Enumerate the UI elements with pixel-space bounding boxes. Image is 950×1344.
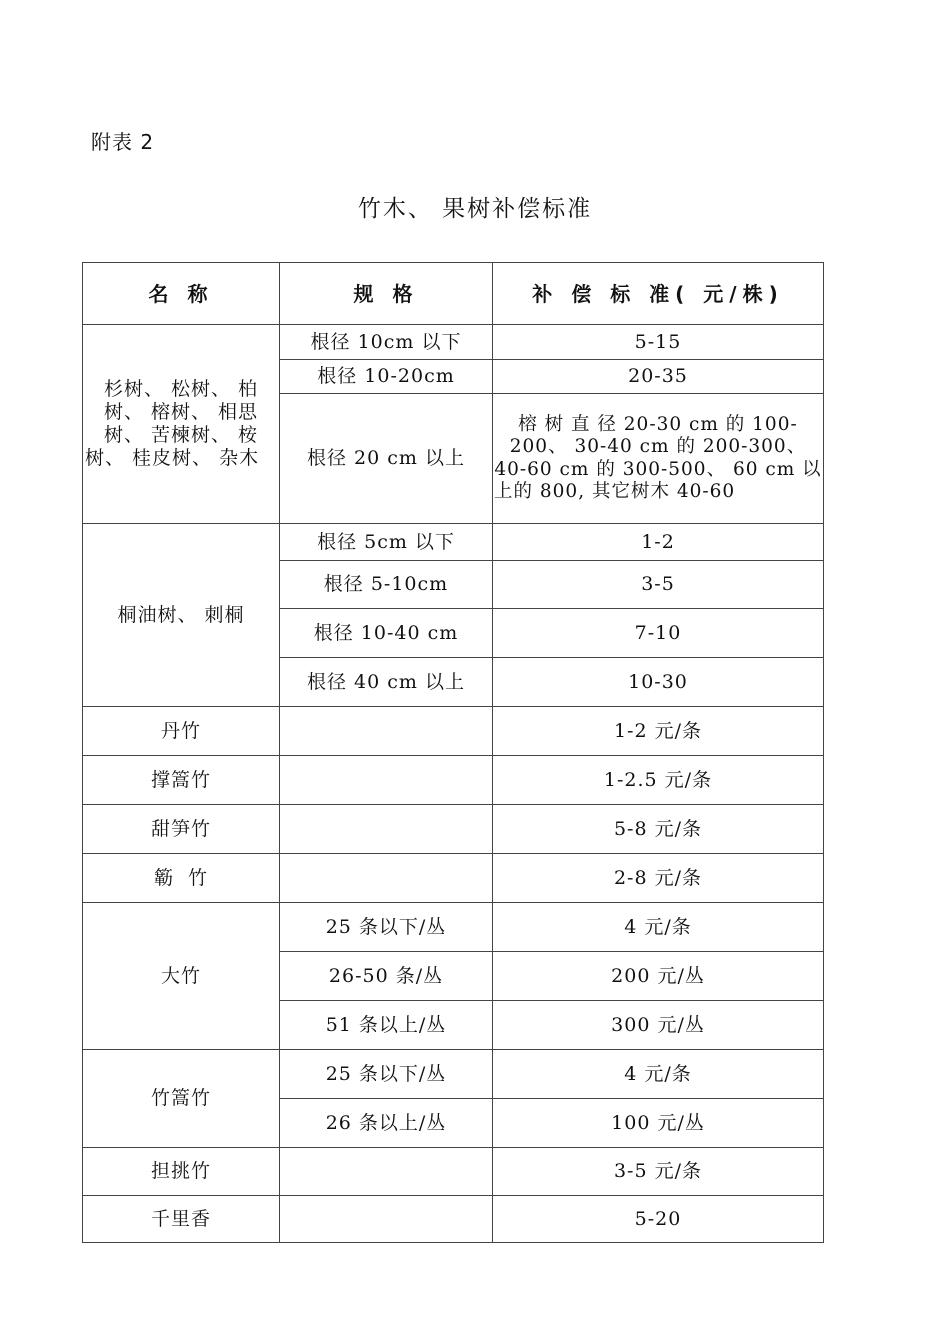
attachment-label: 附表 2: [91, 130, 155, 154]
rate-cell: 20-35: [493, 360, 824, 394]
tree-name-cell: 丹竹: [83, 707, 280, 756]
table-row: [83, 1196, 824, 1243]
table-row: [83, 903, 824, 952]
table-row: [83, 707, 824, 756]
rate-cell: 5-8 元/条: [493, 805, 824, 854]
rate-cell: 2-8 元/条: [493, 854, 824, 903]
table-row: [83, 524, 824, 561]
rate-cell: 10-30: [493, 658, 824, 707]
rate-cell: 5-20: [493, 1196, 824, 1243]
spec-cell: 25 条以下/丛: [280, 903, 493, 952]
rate-note-cell: 榕 树 直 径 20-30 cm 的 100-200、 30-40 cm 的 200-300、 40-60 cm 的 300-500、 60 cm 以上的 800, 其它树木 40-60: [493, 394, 824, 524]
rate-cell: 3-5 元/条: [493, 1148, 824, 1196]
spec-cell: 26 条以上/丛: [280, 1099, 493, 1148]
tree-name-cell: 担挑竹: [83, 1148, 280, 1196]
spec-cell: [280, 1196, 493, 1243]
rate-cell: 300 元/丛: [493, 1001, 824, 1050]
column-header-spec: 规 格: [280, 263, 493, 325]
rate-cell: 1-2.5 元/条: [493, 756, 824, 805]
table-row: [83, 854, 824, 903]
table-row: [83, 805, 824, 854]
rate-cell: 200 元/丛: [493, 952, 824, 1001]
spec-cell: 根径 10-20cm: [280, 360, 493, 394]
spec-cell: 根径 10cm 以下: [280, 325, 493, 360]
tree-name-cell: 桐油树、 刺桐: [83, 524, 280, 707]
rate-cell: 100 元/丛: [493, 1099, 824, 1148]
tree-name-cell: 千里香: [83, 1196, 280, 1243]
document-title: 竹木、 果树补偿标准: [357, 196, 593, 222]
spec-cell: 根径 5-10cm: [280, 561, 493, 609]
table-row: [83, 756, 824, 805]
rate-cell: 1-2 元/条: [493, 707, 824, 756]
table-row: [83, 1148, 824, 1196]
rate-cell: 4 元/条: [493, 903, 824, 952]
tree-name-cell: 簕 竹: [83, 854, 280, 903]
column-header-rate: 补 偿 标 准( 元/株): [493, 263, 824, 325]
rate-cell: 5-15: [493, 325, 824, 360]
spec-cell: 根径 20 cm 以上: [280, 394, 493, 524]
spec-cell: [280, 1148, 493, 1196]
table-header-row: [83, 263, 824, 325]
spec-cell: 26-50 条/丛: [280, 952, 493, 1001]
spec-cell: [280, 707, 493, 756]
rate-cell: 7-10: [493, 609, 824, 658]
spec-cell: [280, 805, 493, 854]
tree-name-cell: 甜笋竹: [83, 805, 280, 854]
rate-cell: 4 元/条: [493, 1050, 824, 1099]
spec-cell: 根径 5cm 以下: [280, 524, 493, 561]
rate-cell: 3-5: [493, 561, 824, 609]
spec-cell: 根径 40 cm 以上: [280, 658, 493, 707]
spec-cell: [280, 854, 493, 903]
spec-cell: 25 条以下/丛: [280, 1050, 493, 1099]
tree-name-cell: 大竹: [83, 903, 280, 1050]
compensation-table: [82, 262, 824, 1243]
table-row: [83, 325, 824, 360]
spec-cell: [280, 756, 493, 805]
table-row: [83, 1050, 824, 1099]
spec-cell: 51 条以上/丛: [280, 1001, 493, 1050]
tree-name-cell: 撑篙竹: [83, 756, 280, 805]
spec-cell: 根径 10-40 cm: [280, 609, 493, 658]
tree-name-cell: 竹篙竹: [83, 1050, 280, 1148]
column-header-name: 名 称: [83, 263, 280, 325]
tree-name-cell: 杉树、 松树、 柏树、 榕树、 相思树、 苦楝树、 桉树、 桂皮树、 杂木: [83, 325, 280, 524]
rate-cell: 1-2: [493, 524, 824, 561]
